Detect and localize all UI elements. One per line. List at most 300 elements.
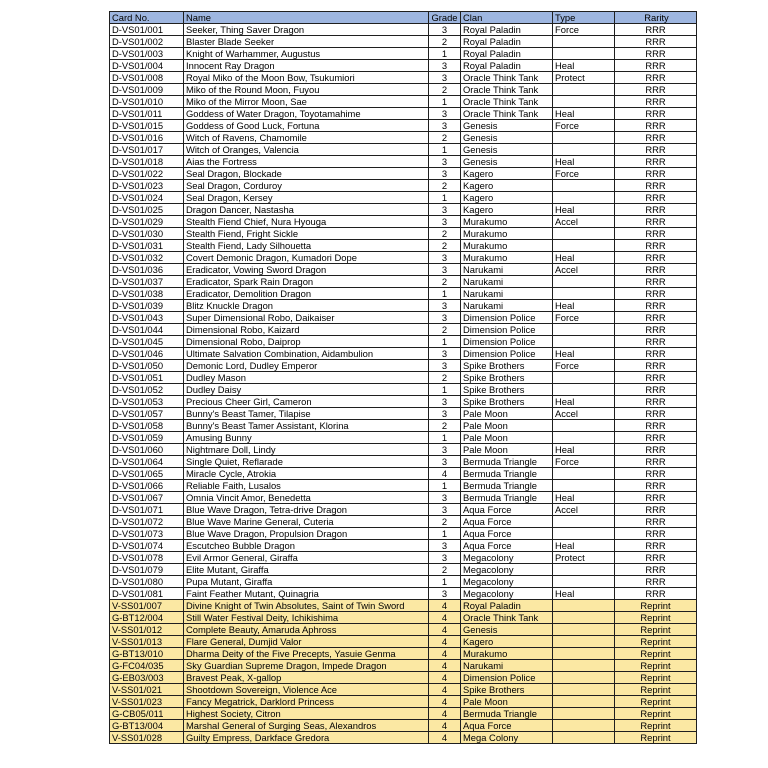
- cell-clan[interactable]: Narukami: [461, 660, 553, 672]
- cell-grade[interactable]: 4: [429, 672, 461, 684]
- cell-card-no[interactable]: V-SS01/021: [110, 684, 184, 696]
- cell-grade[interactable]: 4: [429, 732, 461, 744]
- cell-clan[interactable]: Royal Paladin: [461, 600, 553, 612]
- cell-grade[interactable]: 3: [429, 60, 461, 72]
- cell-type[interactable]: [553, 660, 615, 672]
- cell-card-no[interactable]: D-VS01/058: [110, 420, 184, 432]
- cell-card-no[interactable]: D-VS01/036: [110, 264, 184, 276]
- cell-clan[interactable]: Spike Brothers: [461, 360, 553, 372]
- cell-grade[interactable]: 3: [429, 396, 461, 408]
- cell-grade[interactable]: 1: [429, 432, 461, 444]
- cell-name[interactable]: Escutcheo Bubble Dragon: [184, 540, 429, 552]
- cell-grade[interactable]: 4: [429, 648, 461, 660]
- cell-clan[interactable]: Genesis: [461, 132, 553, 144]
- cell-name[interactable]: Nightmare Doll, Lindy: [184, 444, 429, 456]
- cell-rarity[interactable]: RRR: [615, 432, 697, 444]
- cell-clan[interactable]: Murakumo: [461, 252, 553, 264]
- cell-name[interactable]: Highest Society, Citron: [184, 708, 429, 720]
- cell-name[interactable]: Guilty Empress, Darkface Gredora: [184, 732, 429, 744]
- cell-rarity[interactable]: RRR: [615, 252, 697, 264]
- cell-card-no[interactable]: D-VS01/078: [110, 552, 184, 564]
- cell-name[interactable]: Stealth Fiend Chief, Nura Hyouga: [184, 216, 429, 228]
- cell-rarity[interactable]: RRR: [615, 84, 697, 96]
- cell-type[interactable]: [553, 528, 615, 540]
- cell-grade[interactable]: 1: [429, 384, 461, 396]
- cell-type[interactable]: [553, 48, 615, 60]
- cell-name[interactable]: Miko of the Mirror Moon, Sae: [184, 96, 429, 108]
- cell-grade[interactable]: 4: [429, 468, 461, 480]
- cell-grade[interactable]: 3: [429, 24, 461, 36]
- cell-rarity[interactable]: RRR: [615, 180, 697, 192]
- cell-clan[interactable]: Oracle Think Tank: [461, 96, 553, 108]
- cell-rarity[interactable]: RRR: [615, 60, 697, 72]
- cell-rarity[interactable]: RRR: [615, 48, 697, 60]
- cell-grade[interactable]: 1: [429, 528, 461, 540]
- cell-rarity[interactable]: RRR: [615, 384, 697, 396]
- cell-rarity[interactable]: RRR: [615, 576, 697, 588]
- cell-clan[interactable]: Bermuda Triangle: [461, 480, 553, 492]
- cell-rarity[interactable]: RRR: [615, 540, 697, 552]
- cell-clan[interactable]: Megacolony: [461, 576, 553, 588]
- cell-name[interactable]: Goddess of Water Dragon, Toyotamahime: [184, 108, 429, 120]
- cell-rarity[interactable]: RRR: [615, 168, 697, 180]
- cell-card-no[interactable]: D-VS01/080: [110, 576, 184, 588]
- cell-clan[interactable]: Royal Paladin: [461, 48, 553, 60]
- cell-clan[interactable]: Murakumo: [461, 228, 553, 240]
- cell-card-no[interactable]: G-EB03/003: [110, 672, 184, 684]
- cell-clan[interactable]: Kagero: [461, 636, 553, 648]
- cell-name[interactable]: Faint Feather Mutant, Quinagria: [184, 588, 429, 600]
- cell-clan[interactable]: Narukami: [461, 300, 553, 312]
- cell-name[interactable]: Seal Dragon, Blockade: [184, 168, 429, 180]
- cell-grade[interactable]: 3: [429, 312, 461, 324]
- cell-clan[interactable]: Kagero: [461, 180, 553, 192]
- cell-name[interactable]: Shootdown Sovereign, Violence Ace: [184, 684, 429, 696]
- cell-type[interactable]: Protect: [553, 72, 615, 84]
- cell-rarity[interactable]: Reprint: [615, 720, 697, 732]
- cell-clan[interactable]: Aqua Force: [461, 540, 553, 552]
- cell-name[interactable]: Stealth Fiend, Lady Silhouetta: [184, 240, 429, 252]
- cell-name[interactable]: Omnia Vincit Amor, Benedetta: [184, 492, 429, 504]
- cell-card-no[interactable]: D-VS01/018: [110, 156, 184, 168]
- cell-clan[interactable]: Murakumo: [461, 216, 553, 228]
- cell-type[interactable]: Heal: [553, 108, 615, 120]
- cell-grade[interactable]: 3: [429, 444, 461, 456]
- cell-type[interactable]: [553, 192, 615, 204]
- cell-grade[interactable]: 3: [429, 204, 461, 216]
- cell-card-no[interactable]: D-VS01/029: [110, 216, 184, 228]
- cell-card-no[interactable]: D-VS01/059: [110, 432, 184, 444]
- cell-type[interactable]: Heal: [553, 204, 615, 216]
- cell-grade[interactable]: 3: [429, 456, 461, 468]
- cell-clan[interactable]: Dimension Police: [461, 324, 553, 336]
- cell-grade[interactable]: 1: [429, 336, 461, 348]
- cell-rarity[interactable]: RRR: [615, 120, 697, 132]
- cell-name[interactable]: Innocent Ray Dragon: [184, 60, 429, 72]
- cell-type[interactable]: Accel: [553, 264, 615, 276]
- cell-clan[interactable]: Genesis: [461, 120, 553, 132]
- cell-card-no[interactable]: D-VS01/066: [110, 480, 184, 492]
- cell-type[interactable]: Force: [553, 168, 615, 180]
- cell-name[interactable]: Pupa Mutant, Giraffa: [184, 576, 429, 588]
- cell-grade[interactable]: 3: [429, 168, 461, 180]
- cell-name[interactable]: Marshal General of Surging Seas, Alexandros: [184, 720, 429, 732]
- cell-type[interactable]: [553, 564, 615, 576]
- cell-rarity[interactable]: RRR: [615, 588, 697, 600]
- cell-card-no[interactable]: D-VS01/015: [110, 120, 184, 132]
- cell-rarity[interactable]: RRR: [615, 204, 697, 216]
- cell-card-no[interactable]: D-VS01/057: [110, 408, 184, 420]
- cell-grade[interactable]: 3: [429, 504, 461, 516]
- cell-clan[interactable]: Spike Brothers: [461, 684, 553, 696]
- cell-rarity[interactable]: RRR: [615, 396, 697, 408]
- cell-card-no[interactable]: D-VS01/022: [110, 168, 184, 180]
- cell-card-no[interactable]: D-VS01/030: [110, 228, 184, 240]
- cell-type[interactable]: [553, 84, 615, 96]
- cell-card-no[interactable]: D-VS01/074: [110, 540, 184, 552]
- cell-card-no[interactable]: D-VS01/050: [110, 360, 184, 372]
- cell-type[interactable]: Force: [553, 360, 615, 372]
- cell-name[interactable]: Seeker, Thing Saver Dragon: [184, 24, 429, 36]
- cell-type[interactable]: [553, 732, 615, 744]
- cell-card-no[interactable]: D-VS01/025: [110, 204, 184, 216]
- cell-rarity[interactable]: RRR: [615, 132, 697, 144]
- cell-rarity[interactable]: RRR: [615, 456, 697, 468]
- cell-clan[interactable]: Aqua Force: [461, 528, 553, 540]
- cell-rarity[interactable]: Reprint: [615, 696, 697, 708]
- cell-grade[interactable]: 4: [429, 684, 461, 696]
- cell-name[interactable]: Seal Dragon, Corduroy: [184, 180, 429, 192]
- cell-card-no[interactable]: D-VS01/009: [110, 84, 184, 96]
- header-grade[interactable]: Grade: [429, 12, 461, 24]
- cell-name[interactable]: Super Dimensional Robo, Daikaiser: [184, 312, 429, 324]
- cell-rarity[interactable]: RRR: [615, 324, 697, 336]
- cell-grade[interactable]: 3: [429, 540, 461, 552]
- cell-grade[interactable]: 4: [429, 636, 461, 648]
- cell-rarity[interactable]: RRR: [615, 96, 697, 108]
- cell-clan[interactable]: Oracle Think Tank: [461, 612, 553, 624]
- cell-clan[interactable]: Oracle Think Tank: [461, 72, 553, 84]
- cell-card-no[interactable]: V-SS01/013: [110, 636, 184, 648]
- cell-type[interactable]: Force: [553, 120, 615, 132]
- cell-card-no[interactable]: D-VS01/024: [110, 192, 184, 204]
- cell-card-no[interactable]: D-VS01/031: [110, 240, 184, 252]
- cell-card-no[interactable]: D-VS01/011: [110, 108, 184, 120]
- cell-type[interactable]: Heal: [553, 300, 615, 312]
- cell-card-no[interactable]: V-SS01/028: [110, 732, 184, 744]
- cell-grade[interactable]: 1: [429, 96, 461, 108]
- cell-rarity[interactable]: Reprint: [615, 636, 697, 648]
- cell-card-no[interactable]: D-VS01/065: [110, 468, 184, 480]
- cell-card-no[interactable]: D-VS01/043: [110, 312, 184, 324]
- cell-type[interactable]: [553, 636, 615, 648]
- cell-card-no[interactable]: V-SS01/012: [110, 624, 184, 636]
- cell-name[interactable]: Blaster Blade Seeker: [184, 36, 429, 48]
- cell-card-no[interactable]: D-VS01/039: [110, 300, 184, 312]
- cell-rarity[interactable]: RRR: [615, 276, 697, 288]
- cell-type[interactable]: [553, 684, 615, 696]
- cell-clan[interactable]: Dimension Police: [461, 672, 553, 684]
- cell-name[interactable]: Dragon Dancer, Nastasha: [184, 204, 429, 216]
- cell-type[interactable]: [553, 612, 615, 624]
- cell-name[interactable]: Ultimate Salvation Combination, Aidambulion: [184, 348, 429, 360]
- cell-name[interactable]: Elite Mutant, Giraffa: [184, 564, 429, 576]
- cell-card-no[interactable]: D-VS01/052: [110, 384, 184, 396]
- cell-grade[interactable]: 4: [429, 720, 461, 732]
- cell-grade[interactable]: 3: [429, 492, 461, 504]
- cell-clan[interactable]: Dimension Police: [461, 312, 553, 324]
- cell-type[interactable]: Protect: [553, 552, 615, 564]
- cell-clan[interactable]: Oracle Think Tank: [461, 108, 553, 120]
- cell-type[interactable]: Heal: [553, 60, 615, 72]
- cell-grade[interactable]: 3: [429, 72, 461, 84]
- cell-name[interactable]: Stealth Fiend, Fright Sickle: [184, 228, 429, 240]
- cell-rarity[interactable]: Reprint: [615, 660, 697, 672]
- header-card-no[interactable]: Card No.: [110, 12, 184, 24]
- cell-name[interactable]: Single Quiet, Reflarade: [184, 456, 429, 468]
- cell-card-no[interactable]: D-VS01/002: [110, 36, 184, 48]
- cell-card-no[interactable]: D-VS01/001: [110, 24, 184, 36]
- cell-rarity[interactable]: Reprint: [615, 648, 697, 660]
- cell-rarity[interactable]: RRR: [615, 240, 697, 252]
- cell-grade[interactable]: 2: [429, 228, 461, 240]
- cell-type[interactable]: [553, 516, 615, 528]
- cell-card-no[interactable]: D-VS01/067: [110, 492, 184, 504]
- cell-clan[interactable]: Megacolony: [461, 564, 553, 576]
- cell-name[interactable]: Amusing Bunny: [184, 432, 429, 444]
- cell-name[interactable]: Bunny's Beast Tamer, Tilapise: [184, 408, 429, 420]
- cell-grade[interactable]: 3: [429, 348, 461, 360]
- cell-type[interactable]: Force: [553, 456, 615, 468]
- cell-type[interactable]: Heal: [553, 396, 615, 408]
- cell-name[interactable]: Witch of Oranges, Valencia: [184, 144, 429, 156]
- cell-card-no[interactable]: D-VS01/037: [110, 276, 184, 288]
- cell-name[interactable]: Eradicator, Spark Rain Dragon: [184, 276, 429, 288]
- cell-grade[interactable]: 3: [429, 108, 461, 120]
- cell-type[interactable]: [553, 96, 615, 108]
- cell-clan[interactable]: Genesis: [461, 144, 553, 156]
- cell-type[interactable]: [553, 420, 615, 432]
- cell-name[interactable]: Eradicator, Demolition Dragon: [184, 288, 429, 300]
- cell-rarity[interactable]: Reprint: [615, 612, 697, 624]
- cell-grade[interactable]: 1: [429, 144, 461, 156]
- cell-grade[interactable]: 2: [429, 324, 461, 336]
- cell-type[interactable]: [553, 180, 615, 192]
- cell-name[interactable]: Royal Miko of the Moon Bow, Tsukumiori: [184, 72, 429, 84]
- cell-grade[interactable]: 2: [429, 240, 461, 252]
- cell-card-no[interactable]: D-VS01/079: [110, 564, 184, 576]
- cell-name[interactable]: Miko of the Round Moon, Fuyou: [184, 84, 429, 96]
- cell-grade[interactable]: 2: [429, 84, 461, 96]
- cell-clan[interactable]: Spike Brothers: [461, 384, 553, 396]
- cell-name[interactable]: Dharma Deity of the Five Precepts, Yasuie Genma: [184, 648, 429, 660]
- cell-name[interactable]: Divine Knight of Twin Absolutes, Saint of Twin Sword: [184, 600, 429, 612]
- cell-card-no[interactable]: D-VS01/046: [110, 348, 184, 360]
- cell-name[interactable]: Dudley Daisy: [184, 384, 429, 396]
- header-name[interactable]: Name: [184, 12, 429, 24]
- cell-type[interactable]: [553, 468, 615, 480]
- cell-card-no[interactable]: D-VS01/072: [110, 516, 184, 528]
- cell-name[interactable]: Blitz Knuckle Dragon: [184, 300, 429, 312]
- cell-grade[interactable]: 3: [429, 300, 461, 312]
- cell-grade[interactable]: 3: [429, 252, 461, 264]
- cell-type[interactable]: Heal: [553, 348, 615, 360]
- cell-type[interactable]: Heal: [553, 444, 615, 456]
- cell-type[interactable]: [553, 276, 615, 288]
- cell-name[interactable]: Knight of Warhammer, Augustus: [184, 48, 429, 60]
- cell-type[interactable]: [553, 132, 615, 144]
- cell-type[interactable]: [553, 240, 615, 252]
- cell-rarity[interactable]: RRR: [615, 300, 697, 312]
- cell-rarity[interactable]: RRR: [615, 420, 697, 432]
- cell-grade[interactable]: 1: [429, 288, 461, 300]
- cell-name[interactable]: Dimensional Robo, Kaizard: [184, 324, 429, 336]
- cell-type[interactable]: [553, 36, 615, 48]
- cell-card-no[interactable]: D-VS01/051: [110, 372, 184, 384]
- cell-name[interactable]: Aias the Fortress: [184, 156, 429, 168]
- cell-type[interactable]: [553, 624, 615, 636]
- cell-clan[interactable]: Bermuda Triangle: [461, 492, 553, 504]
- cell-clan[interactable]: Dimension Police: [461, 336, 553, 348]
- header-rarity[interactable]: Rarity: [615, 12, 697, 24]
- cell-rarity[interactable]: RRR: [615, 144, 697, 156]
- cell-name[interactable]: Covert Demonic Dragon, Kumadori Dope: [184, 252, 429, 264]
- cell-clan[interactable]: Mega Colony: [461, 732, 553, 744]
- cell-clan[interactable]: Pale Moon: [461, 696, 553, 708]
- cell-grade[interactable]: 3: [429, 588, 461, 600]
- cell-name[interactable]: Flare General, Dumjid Valor: [184, 636, 429, 648]
- cell-card-no[interactable]: V-SS01/007: [110, 600, 184, 612]
- cell-clan[interactable]: Bermuda Triangle: [461, 456, 553, 468]
- cell-card-no[interactable]: D-VS01/017: [110, 144, 184, 156]
- cell-grade[interactable]: 2: [429, 516, 461, 528]
- cell-grade[interactable]: 1: [429, 48, 461, 60]
- cell-type[interactable]: Accel: [553, 504, 615, 516]
- cell-rarity[interactable]: RRR: [615, 504, 697, 516]
- cell-name[interactable]: Miracle Cycle, Atrokia: [184, 468, 429, 480]
- cell-type[interactable]: Accel: [553, 408, 615, 420]
- cell-type[interactable]: [553, 708, 615, 720]
- cell-rarity[interactable]: RRR: [615, 492, 697, 504]
- cell-name[interactable]: Blue Wave Dragon, Propulsion Dragon: [184, 528, 429, 540]
- cell-grade[interactable]: 3: [429, 552, 461, 564]
- cell-grade[interactable]: 3: [429, 216, 461, 228]
- cell-type[interactable]: Heal: [553, 492, 615, 504]
- cell-rarity[interactable]: RRR: [615, 36, 697, 48]
- cell-rarity[interactable]: RRR: [615, 552, 697, 564]
- cell-card-no[interactable]: D-VS01/064: [110, 456, 184, 468]
- cell-rarity[interactable]: RRR: [615, 564, 697, 576]
- cell-type[interactable]: Accel: [553, 216, 615, 228]
- cell-type[interactable]: [553, 432, 615, 444]
- cell-clan[interactable]: Genesis: [461, 624, 553, 636]
- cell-grade[interactable]: 2: [429, 372, 461, 384]
- cell-grade[interactable]: 1: [429, 192, 461, 204]
- cell-clan[interactable]: Spike Brothers: [461, 396, 553, 408]
- cell-clan[interactable]: Aqua Force: [461, 504, 553, 516]
- cell-card-no[interactable]: G-CB05/011: [110, 708, 184, 720]
- cell-card-no[interactable]: D-VS01/008: [110, 72, 184, 84]
- cell-rarity[interactable]: RRR: [615, 360, 697, 372]
- cell-name[interactable]: Blue Wave Marine General, Cuteria: [184, 516, 429, 528]
- cell-rarity[interactable]: Reprint: [615, 684, 697, 696]
- cell-clan[interactable]: Spike Brothers: [461, 372, 553, 384]
- cell-card-no[interactable]: G-FC04/035: [110, 660, 184, 672]
- cell-type[interactable]: [553, 288, 615, 300]
- cell-rarity[interactable]: Reprint: [615, 600, 697, 612]
- cell-clan[interactable]: Oracle Think Tank: [461, 84, 553, 96]
- cell-clan[interactable]: Royal Paladin: [461, 60, 553, 72]
- cell-clan[interactable]: Murakumo: [461, 648, 553, 660]
- cell-type[interactable]: Heal: [553, 156, 615, 168]
- cell-rarity[interactable]: Reprint: [615, 624, 697, 636]
- cell-grade[interactable]: 3: [429, 360, 461, 372]
- cell-name[interactable]: Demonic Lord, Dudley Emperor: [184, 360, 429, 372]
- cell-clan[interactable]: Narukami: [461, 276, 553, 288]
- cell-rarity[interactable]: RRR: [615, 408, 697, 420]
- cell-name[interactable]: Goddess of Good Luck, Fortuna: [184, 120, 429, 132]
- cell-grade[interactable]: 4: [429, 600, 461, 612]
- cell-name[interactable]: Blue Wave Dragon, Tetra-drive Dragon: [184, 504, 429, 516]
- cell-card-no[interactable]: D-VS01/081: [110, 588, 184, 600]
- cell-name[interactable]: Sky Guardian Supreme Dragon, Impede Dragon: [184, 660, 429, 672]
- cell-grade[interactable]: 2: [429, 420, 461, 432]
- cell-type[interactable]: Heal: [553, 588, 615, 600]
- cell-type[interactable]: [553, 324, 615, 336]
- cell-rarity[interactable]: RRR: [615, 288, 697, 300]
- cell-card-no[interactable]: D-VS01/032: [110, 252, 184, 264]
- cell-card-no[interactable]: D-VS01/003: [110, 48, 184, 60]
- cell-card-no[interactable]: D-VS01/016: [110, 132, 184, 144]
- cell-type[interactable]: Heal: [553, 252, 615, 264]
- cell-grade[interactable]: 4: [429, 660, 461, 672]
- cell-card-no[interactable]: G-BT12/004: [110, 612, 184, 624]
- cell-rarity[interactable]: Reprint: [615, 732, 697, 744]
- cell-rarity[interactable]: Reprint: [615, 708, 697, 720]
- cell-grade[interactable]: 3: [429, 264, 461, 276]
- cell-type[interactable]: [553, 720, 615, 732]
- cell-card-no[interactable]: D-VS01/023: [110, 180, 184, 192]
- cell-rarity[interactable]: Reprint: [615, 672, 697, 684]
- cell-rarity[interactable]: RRR: [615, 468, 697, 480]
- cell-clan[interactable]: Dimension Police: [461, 348, 553, 360]
- cell-rarity[interactable]: RRR: [615, 336, 697, 348]
- cell-name[interactable]: Eradicator, Vowing Sword Dragon: [184, 264, 429, 276]
- cell-clan[interactable]: Megacolony: [461, 552, 553, 564]
- cell-rarity[interactable]: RRR: [615, 108, 697, 120]
- cell-grade[interactable]: 3: [429, 156, 461, 168]
- cell-name[interactable]: Seal Dragon, Kersey: [184, 192, 429, 204]
- header-clan[interactable]: Clan: [461, 12, 553, 24]
- cell-type[interactable]: [553, 696, 615, 708]
- cell-clan[interactable]: Genesis: [461, 156, 553, 168]
- cell-rarity[interactable]: RRR: [615, 348, 697, 360]
- cell-name[interactable]: Witch of Ravens, Chamomile: [184, 132, 429, 144]
- cell-grade[interactable]: 4: [429, 708, 461, 720]
- cell-clan[interactable]: Murakumo: [461, 240, 553, 252]
- cell-name[interactable]: Bunny's Beast Tamer Assistant, Klorina: [184, 420, 429, 432]
- cell-grade[interactable]: 4: [429, 624, 461, 636]
- cell-type[interactable]: [553, 336, 615, 348]
- cell-grade[interactable]: 4: [429, 696, 461, 708]
- cell-name[interactable]: Bravest Peak, X-gallop: [184, 672, 429, 684]
- cell-clan[interactable]: Pale Moon: [461, 432, 553, 444]
- cell-card-no[interactable]: D-VS01/010: [110, 96, 184, 108]
- cell-clan[interactable]: Narukami: [461, 264, 553, 276]
- cell-card-no[interactable]: V-SS01/023: [110, 696, 184, 708]
- cell-rarity[interactable]: RRR: [615, 216, 697, 228]
- cell-name[interactable]: Still Water Festival Deity, Ichikishima: [184, 612, 429, 624]
